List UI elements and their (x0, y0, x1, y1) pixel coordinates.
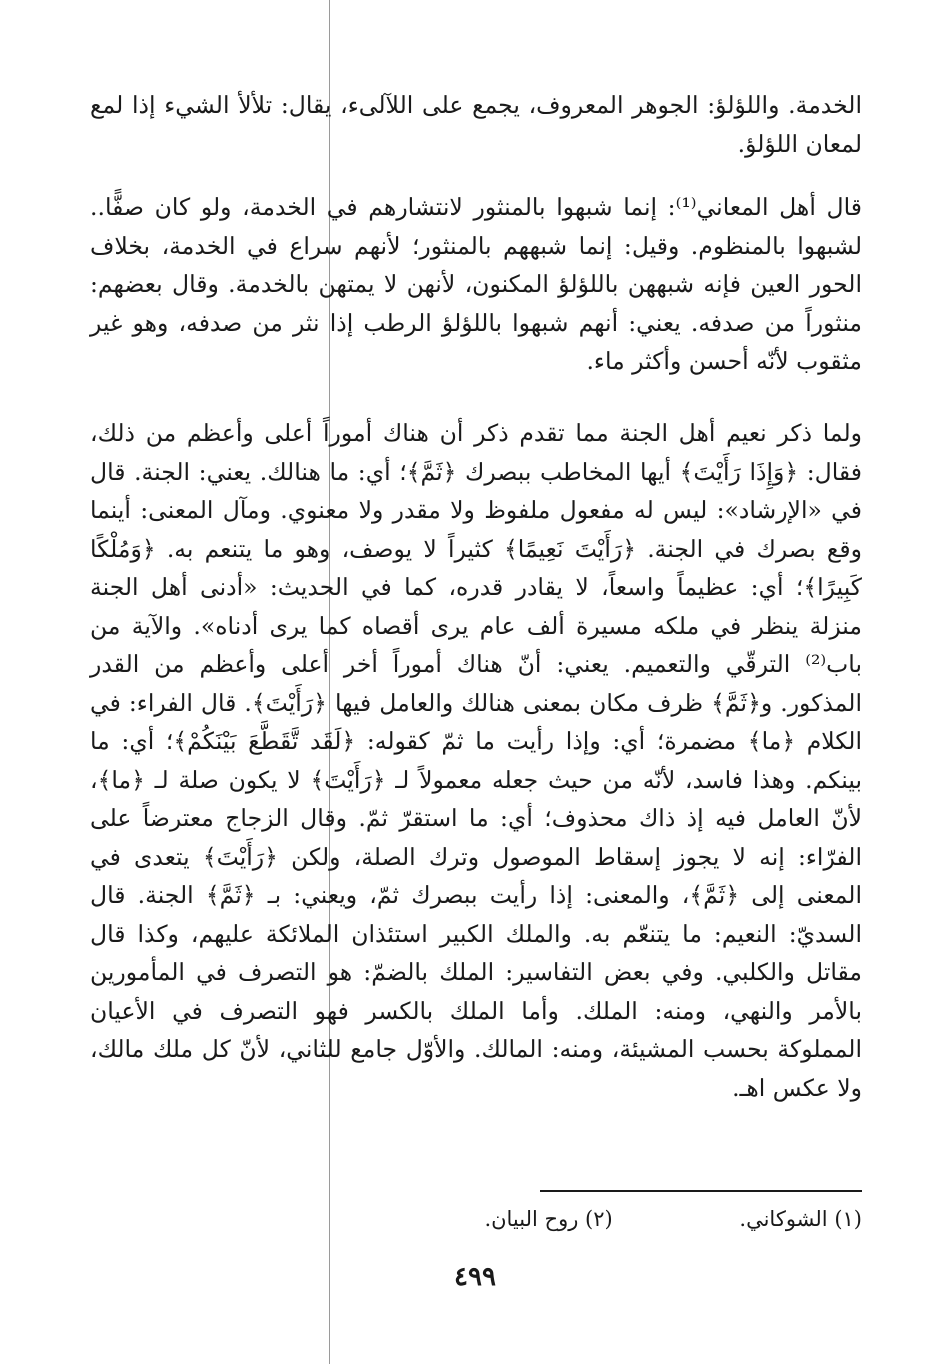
footnote-1: (١) الشوكاني. (739, 1207, 862, 1231)
paragraph-3 (90, 414, 862, 1107)
footnote-separator (540, 1190, 862, 1192)
page-number: ٤٩٩ (454, 1262, 496, 1292)
paragraph-text: ولما ذكر نعيم أهل الجنة مما تقدم ذكر أن هناك أموراً أعلى وأعظم من ذلك، فقال: ﴿وَإِذَا رَأَيْتَ﴾ أيها المخاطب ببصرك ﴿ثَمَّ﴾؛ أي: ما هنالك. يعني: الجنة. قال في «الإرشاد»: ليس له مفعول ملفوظ ولا مقدر ولا معنوي. ومآل المعنى: أينما وقع بصرك في الجنة. ﴿رَأَيْتَ نَعِيمًا﴾ كثيراً لا يوصف، وهو ما يتنعم به. ﴿وَمُلْكًا كَبِيرًا﴾؛ أي: عظيماً واسعاً، لا يقادر قدره، كما في الحديث: «أدنى أهل الجنة منزلة ينظر في ملكه مسيرة ألف عام يرى أقصاه كما يرى أدناه». والآية من باب⁽²⁾ الترقّي والتعميم. يعني: أنّ هناك أموراً أخر أعلى وأعظم من القدر المذكور. و﴿ثَمَّ﴾ ظرف مكان بمعنى هنالك والعامل فيها ﴿رَأَيْتَ﴾. قال الفراء: في الكلام ﴿ما﴾ مضمرة؛ أي: وإذا رأيت ما ثمّ كقوله: ﴿لَقَد تَّقَطَّعَ بَيْنَكُمْ﴾؛ أي: ما بينكم. وهذا فاسد، لأنّه من حيث جعله معمولاً لـ ﴿رَأَيْتَ﴾ لا يكون صلة لـ ﴿ما﴾، لأنّ العامل فيه إذ ذاك محذوف؛ أي: ما استقرّ ثمّ. وقال الزجاج معترضاً على الفرّاء: إنه لا يجوز إسقاط الموصول وترك الصلة، ولكن ﴿رَأَيْتَ﴾ يتعدى في المعنى إلى ﴿ثَمَّ﴾، والمعنى: إذا رأيت ببصرك ثمّ، ويعني: بـ ﴿ثَمَّ﴾ الجنة. قال السديّ: النعيم: ما يتنعّم به. والملك الكبير استئذان الملائكة عليهم، وكذا قال مقاتل والكلبي. وفي بعض التفاسير: الملك بالضمّ: هو التصرف في المأمورين بالأمر والنهي، ومنه: الملك. وأما الملك بالكسر فهو التصرف في الأعيان المملوكة بحسب المشيئة، ومنه: المالك. والأوّل جامع للثاني، لأنّ كل ملك مالك، ولا عكس اهـ. (90, 419, 862, 1102)
paragraph-text: قال أهل المعاني⁽¹⁾: إنما شبهوا بالمنثور لانتشارهم في الخدمة، ولو كان صفًّا.. لشبهوا بالمنظوم. وقيل: إنما شبههم بالمنثور؛ لأنهم سراع في الخدمة، بخلاف الحور العين فإنه شبههن باللؤلؤ المكنون، لأنهن لا يمتهن بالخدمة. وقال بعضهم: منثوراً من صدفه. يعني: أنهم شبهوا باللؤلؤ الرطب إذا نثر من صدفه، وهو غير مثقوب لأنّه أحسن وأكثر ماء. (90, 193, 863, 375)
footnote-2: (٢) روح البيان. (484, 1207, 613, 1231)
paragraph-1 (90, 86, 862, 163)
paragraph-text: الخدمة. واللؤلؤ: الجوهر المعروف، يجمع على اللآلىء، يقال: تلألأ الشيء إذا لمع لمعان اللؤلؤ. (90, 91, 862, 158)
footnotes (300, 1203, 862, 1235)
paragraph-2 (90, 188, 862, 381)
